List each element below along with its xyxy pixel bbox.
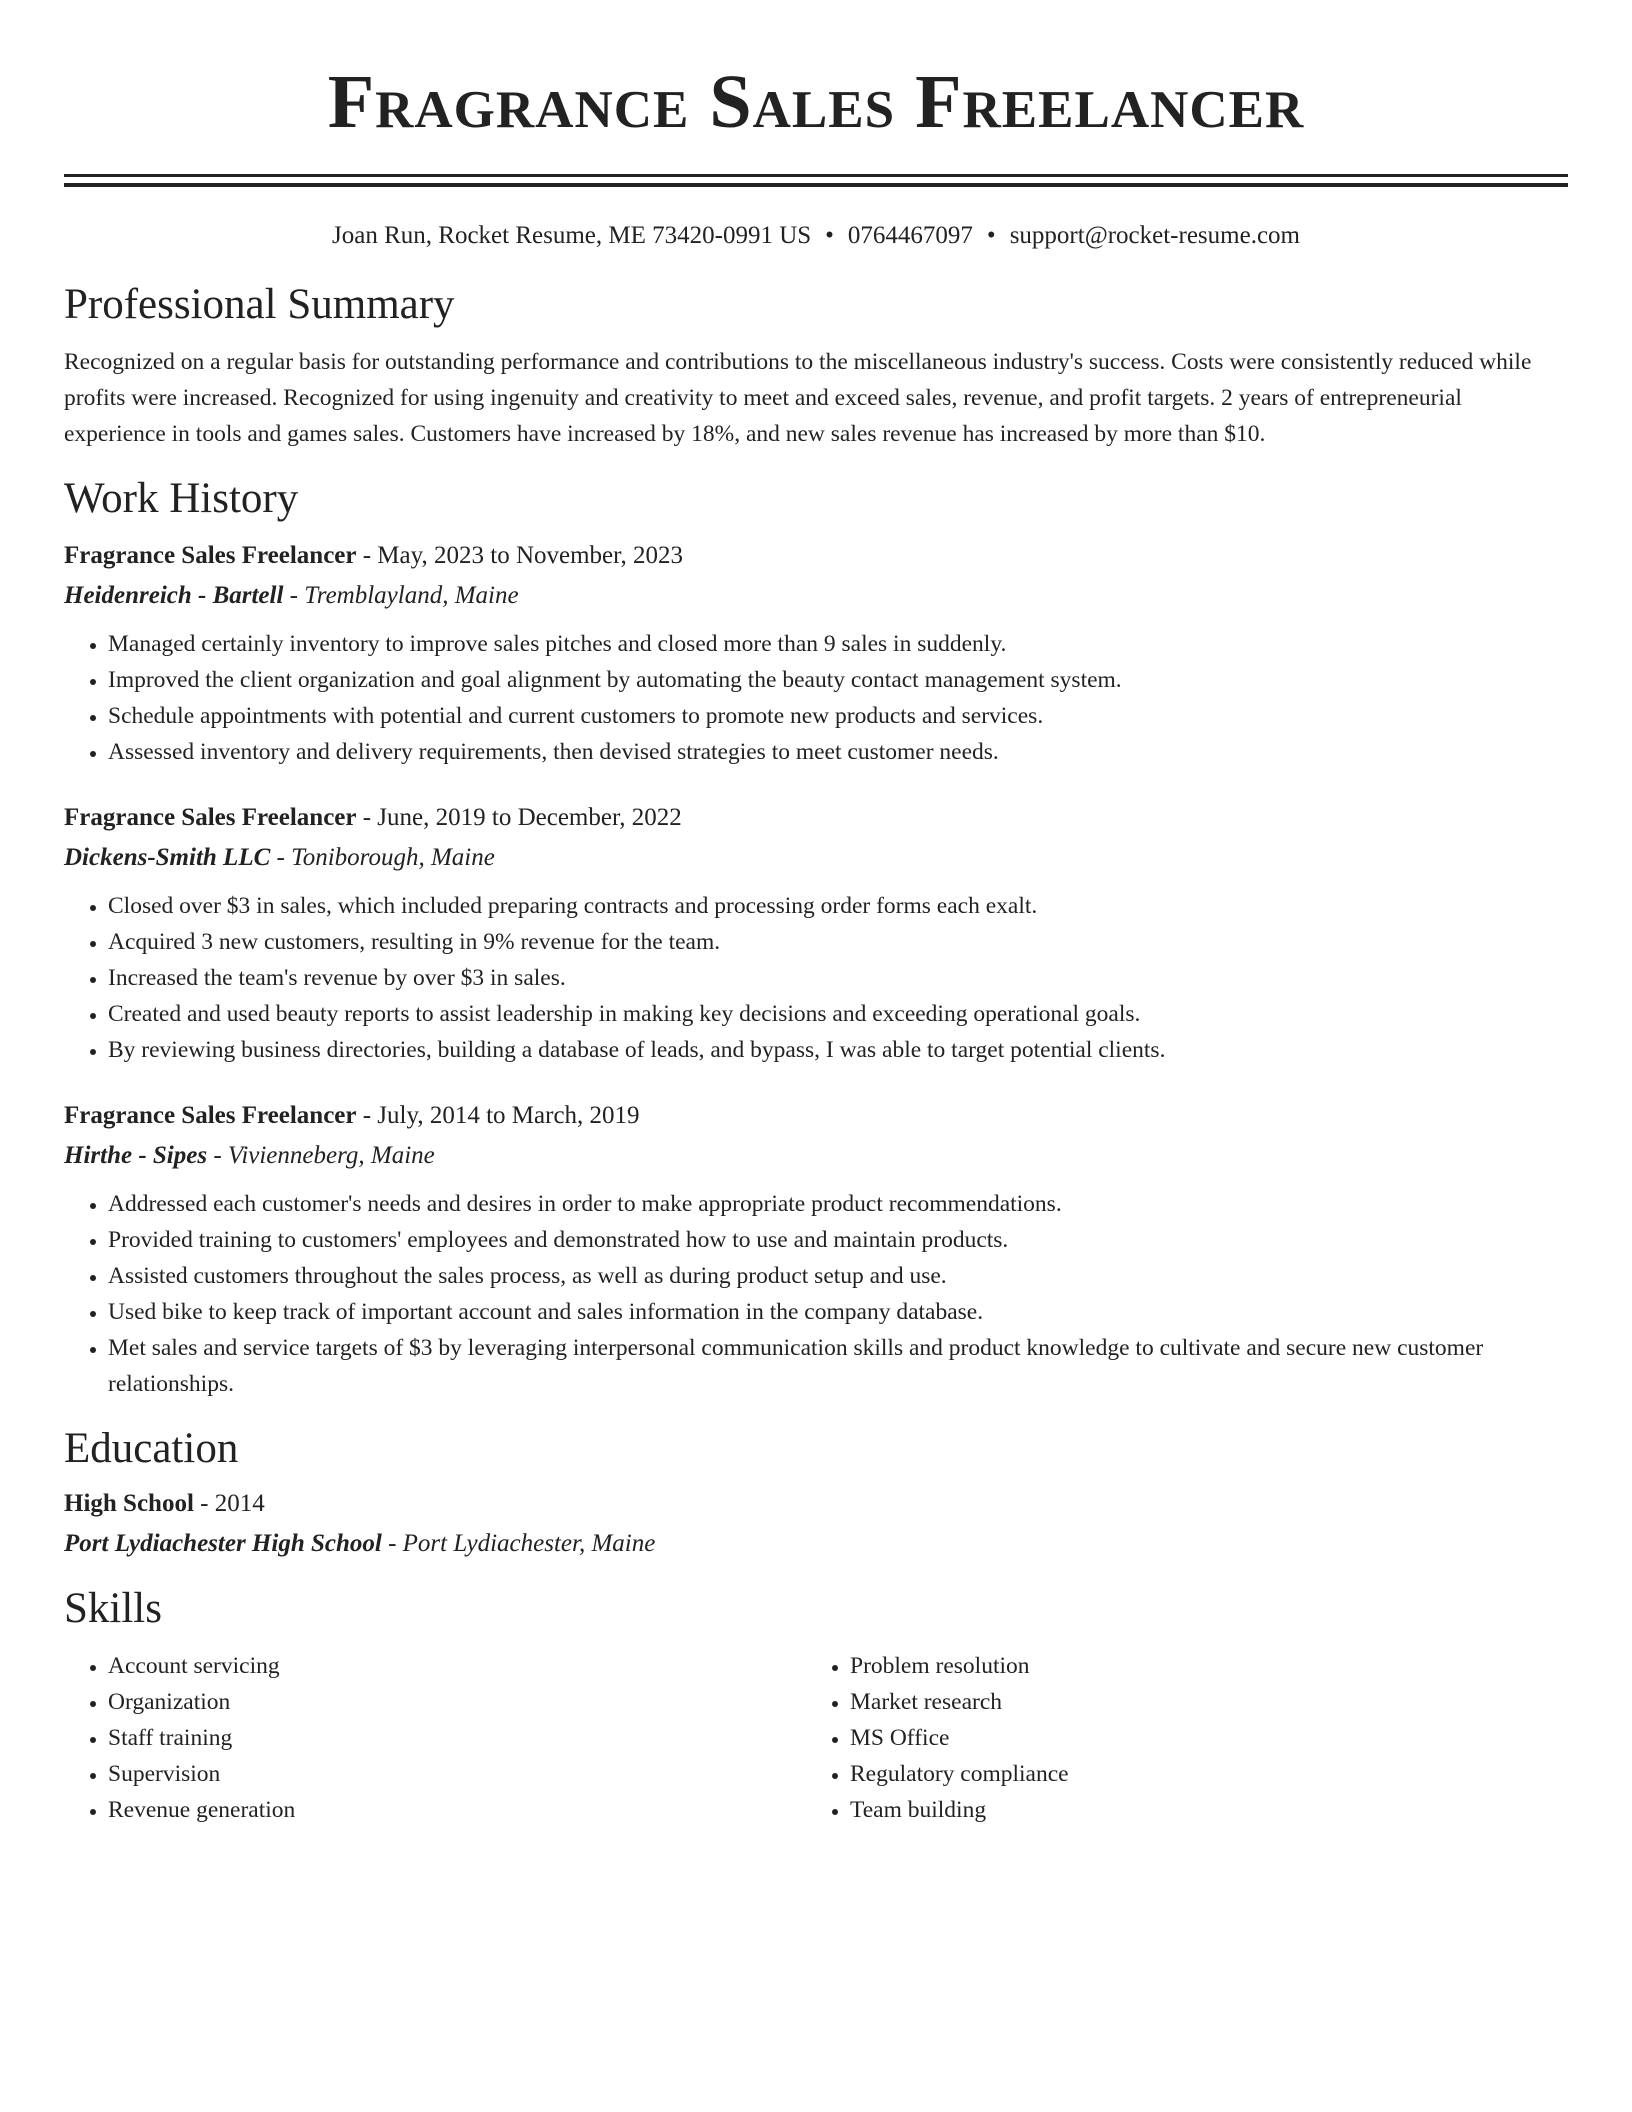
list-item: • Team building (850, 1792, 1548, 1828)
list-item: • Account servicing (108, 1648, 806, 1684)
education-section (64, 1422, 1568, 1562)
job-bullets (64, 1186, 1568, 1402)
contact-line (64, 220, 1568, 252)
list-item: • Revenue generation (108, 1792, 806, 1828)
skills-list (806, 1648, 1548, 1828)
list-item: • Problem resolution (850, 1648, 1548, 1684)
company-name: Dickens-Smith LLC (64, 844, 271, 871)
skills-section (64, 1582, 1568, 1828)
summary-section (64, 278, 1568, 452)
list-item: • Organization (108, 1684, 806, 1720)
education-degree: High School (64, 1490, 194, 1517)
education-year: - 2014 (193, 1490, 265, 1517)
job-dates: - May, 2023 to November, 2023 (356, 542, 683, 569)
list-item: • Managed certainly inventory to improve sales pitches and closed more than 9 sales in suddenly. (108, 626, 1568, 662)
list-item: • Provided training to customers' employees and demonstrated how to use and maintain products. (108, 1222, 1568, 1258)
job-entry (64, 1098, 1568, 1402)
job-title: Fragrance Sales Freelancer (64, 804, 357, 831)
list-item: • Schedule appointments with potential and current customers to promote new products and services. (108, 698, 1568, 734)
list-item: • Addressed each customer's needs and desires in order to make appropriate product recommendations. (108, 1186, 1568, 1222)
company-name: Heidenreich - Bartell (64, 582, 284, 609)
job-dates: - June, 2019 to December, 2022 (356, 804, 682, 831)
company-location: - Tremblayland, Maine (283, 582, 519, 609)
summary-heading: Professional Summary (64, 281, 455, 328)
education-degree-line (64, 1486, 1568, 1522)
list-item: • Closed over $3 in sales, which included preparing contracts and processing order forms each exalt. (108, 888, 1568, 924)
job-title: Fragrance Sales Freelancer (64, 1102, 357, 1129)
company-line (64, 1138, 1568, 1174)
list-item: • Market research (850, 1684, 1548, 1720)
education-heading: Education (64, 1425, 239, 1472)
skills-list (64, 1648, 806, 1828)
contact-separator: • (825, 222, 834, 249)
header-divider (64, 174, 1568, 187)
contact-address: Joan Run, Rocket Resume, ME 73420-0991 US (332, 222, 812, 249)
list-item: • Created and used beauty reports to assist leadership in making key decisions and exceeding operational goals. (108, 996, 1568, 1032)
company-location: - Toniborough, Maine (270, 844, 495, 871)
work-history-heading: Work History (64, 475, 299, 522)
job-dates: - July, 2014 to March, 2019 (356, 1102, 640, 1129)
work-history-section (64, 472, 1568, 1402)
job-title: Fragrance Sales Freelancer (64, 542, 357, 569)
resume-name: Fragrance Sales Freelancer (327, 60, 1305, 144)
job-entry (64, 538, 1568, 770)
job-title-line (64, 538, 1568, 574)
list-item: • Regulatory compliance (850, 1756, 1548, 1792)
job-title-line (64, 800, 1568, 836)
contact-separator: • (986, 222, 996, 249)
company-line (64, 578, 1568, 614)
company-line (64, 840, 1568, 876)
company-location: - Vivienneberg, Maine (207, 1142, 435, 1169)
list-item: • MS Office (850, 1720, 1548, 1756)
list-item: • Staff training (108, 1720, 806, 1756)
list-item: • Met sales and service targets of $3 by leveraging interpersonal communication skills and product knowledge to cultivate and secure new customer relationships. (108, 1330, 1568, 1402)
skills-left-column (64, 1648, 806, 1828)
skills-heading: Skills (64, 1585, 162, 1632)
skills-columns (64, 1648, 1568, 1828)
summary-text: Recognized on a regular basis for outstanding performance and contributions to the miscellaneous industry's success. Costs were consistently reduced while profits were increased. Recognized for using ingenuity and creativity to meet and exceed sales, revenue, and profit targets. 2 years of entrepreneurial experience in tools and games sales. Customers have increased by 18%, and new sales revenue has increased by more than $10. (64, 349, 1532, 447)
list-item: • Supervision (108, 1756, 806, 1792)
contact-email: support@rocket-resume.com (1009, 222, 1300, 249)
job-title-line (64, 1098, 1568, 1134)
list-item: • Increased the team's revenue by over $3 in sales. (108, 960, 1568, 996)
job-bullets (64, 626, 1568, 770)
list-item: • Improved the client organization and goal alignment by automating the beauty contact management system. (108, 662, 1568, 698)
company-name: Hirthe - Sipes (64, 1142, 208, 1169)
education-location: - Port Lydiachester, Maine (381, 1530, 656, 1557)
education-school: Port Lydiachester High School (64, 1530, 382, 1557)
list-item: • Assisted customers throughout the sales process, as well as during product setup and use. (108, 1258, 1568, 1294)
list-item: • Assessed inventory and delivery requirements, then devised strategies to meet customer needs. (108, 734, 1568, 770)
list-item: • Acquired 3 new customers, resulting in 9% revenue for the team. (108, 924, 1568, 960)
contact-phone: 0764467097 (847, 222, 973, 249)
job-entry (64, 800, 1568, 1068)
list-item: • Used bike to keep track of important account and sales information in the company database. (108, 1294, 1568, 1330)
skills-right-column (806, 1648, 1548, 1828)
education-school-line (64, 1526, 1568, 1562)
job-bullets (64, 888, 1568, 1068)
list-item: • By reviewing business directories, building a database of leads, and bypass, I was able to target potential clients. (108, 1032, 1568, 1068)
